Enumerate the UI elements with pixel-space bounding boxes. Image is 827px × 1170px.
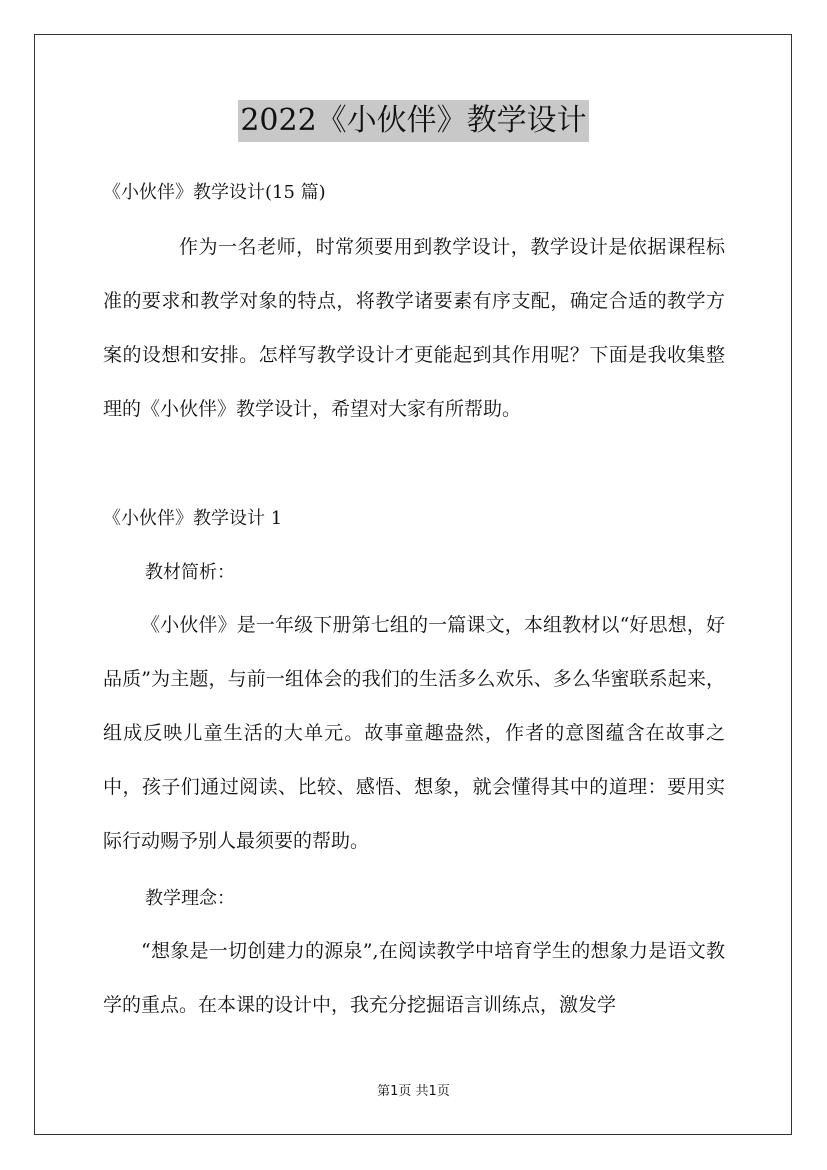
concept-paragraph: “想象是一切创建力的源泉”,在阅读教学中培育学生的想象力是语文教学的重点。在本课的设计中，我充分挖掘语言训练点，激发学: [103, 940, 725, 1016]
document-subtitle: 《小伙伴》教学设计(15 篇): [103, 182, 326, 203]
document-title-wrap: [0, 100, 827, 147]
label-textbook-analysis: 教材简析：: [145, 562, 235, 583]
document-title: 2022《小伙伴》教学设计: [238, 100, 588, 142]
section-heading: 《小伙伴》教学设计 1: [103, 508, 283, 529]
analysis-paragraph: 《小伙伴》是一年级下册第七组的一篇课文，本组教材以“好思想，好品质”为主题，与前一组体会的我们的生活多么欢乐、多么华蜜联系起来，组成反映儿童生活的大单元。故事童趣盎然，作者的意图蕴含在故事之中，孩子们通过阅读、比较、感悟、想象，就会懂得其中的道理：要用实际行动赐予别人最须要的帮助。: [103, 614, 725, 852]
label-teaching-concept: 教学理念：: [145, 888, 235, 909]
intro-paragraph: 作为一名老师，时常须要用到教学设计，教学设计是依据课程标准的要求和教学对象的特点，将教学诸要素有序支配，确定合适的教学方案的设想和安排。怎样写教学设计才更能起到其作用呢？下面是我收集整理的《小伙伴》教学设计，希望对大家有所帮助。: [103, 236, 725, 420]
page-footer: 第1页 共1页: [377, 1084, 450, 1099]
